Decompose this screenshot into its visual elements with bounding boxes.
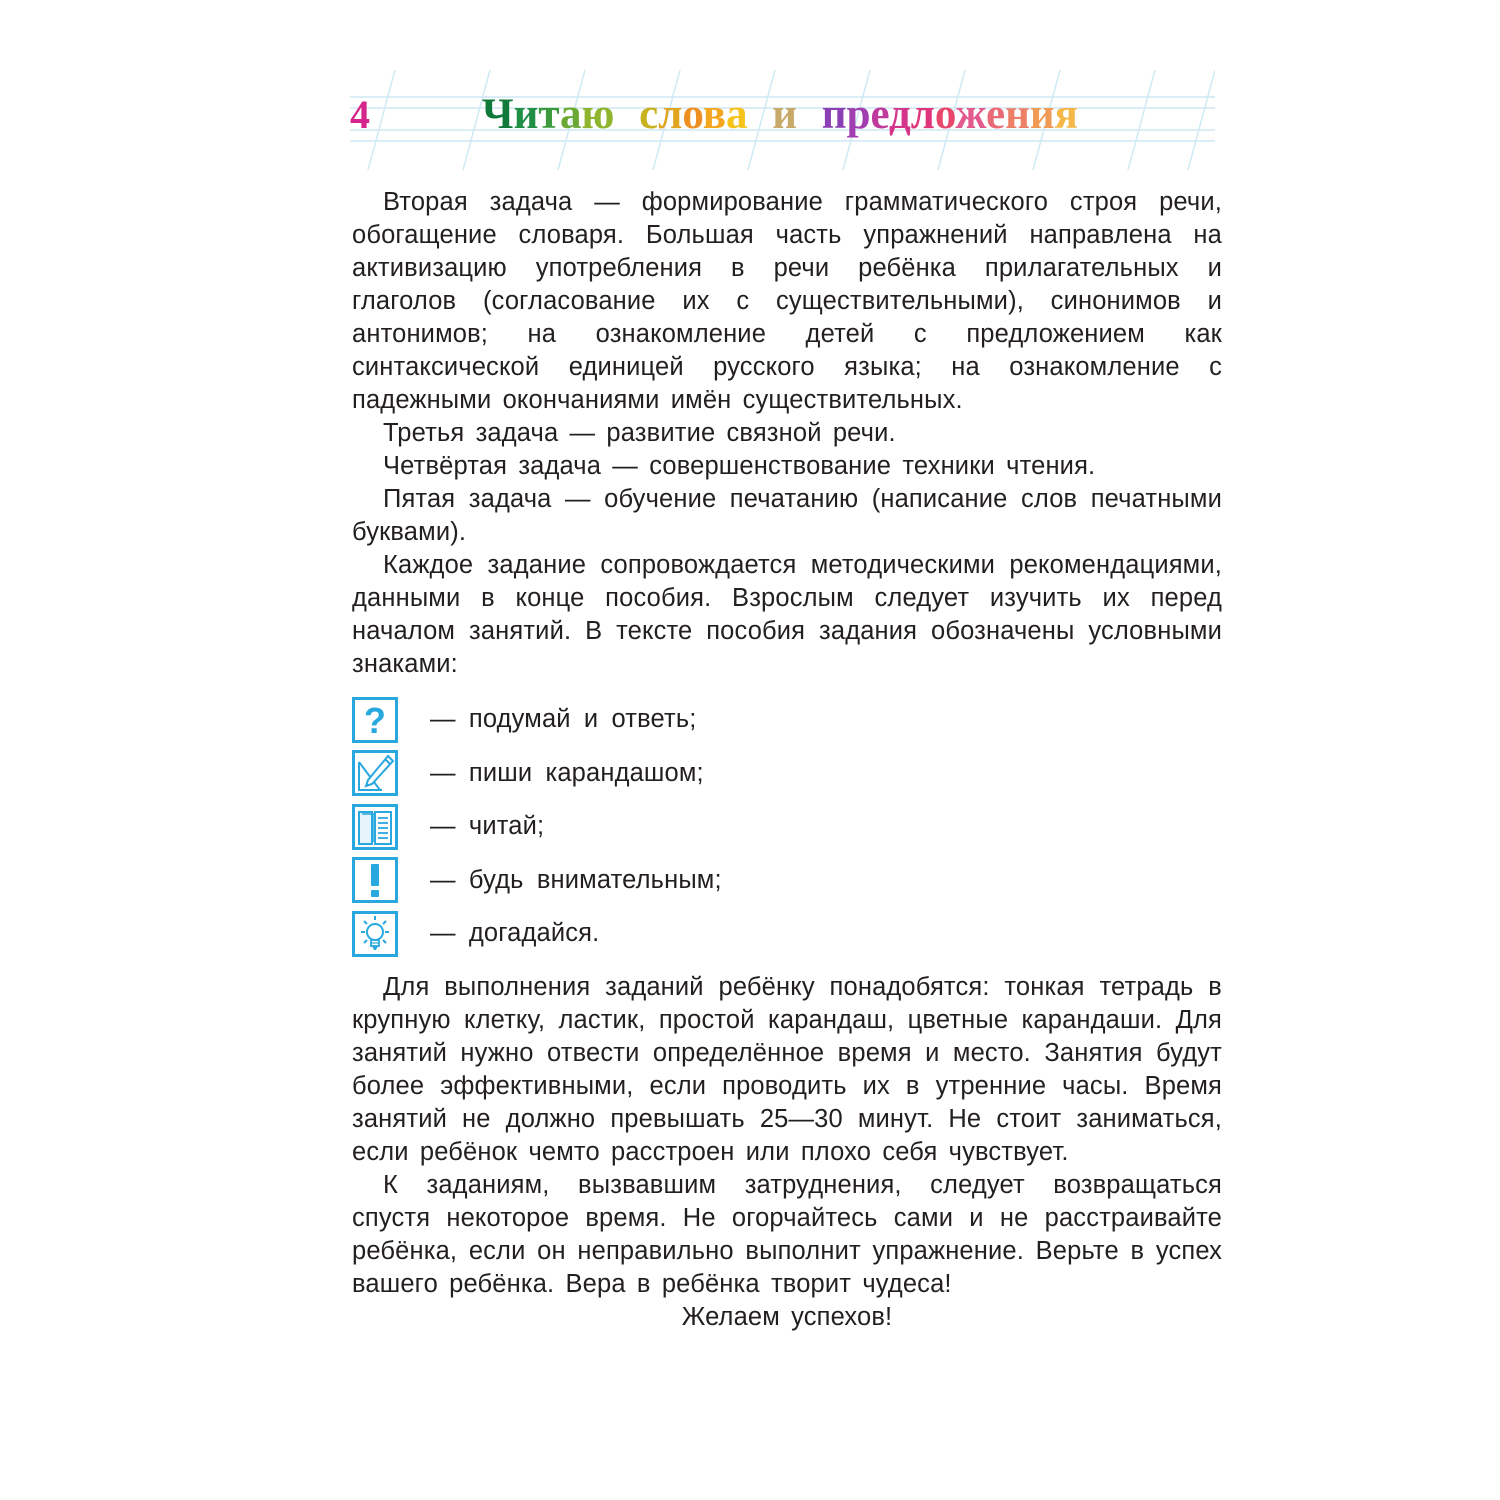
paragraph: К заданиям, вызвавшим затруднения, следует возвращаться спустя некоторое время. Не огорчайтесь сами и не расстраивайте ребёнка, если он неправильно выполнит упражнение. Верьте в успех вашего ребёнка. Вера в ребёнка творит чудеса! [352,1170,1222,1298]
legend-text: — догадайся. [430,919,600,948]
page-number: 4 [350,92,370,137]
legend-text: — подумай и ответь; [430,705,697,734]
paragraph: Третья задача — развитие связной речи. [383,419,896,447]
paragraph: Вторая задача — формирование грамматического строя речи, обогащение словаря. Большая часть упражнений направлена на активизацию употребления в речи ребёнка прилагательных и глаголов (согласование их с существительными), синонимов и антонимов; на ознакомление детей с предложением как синтаксической единицей русского языка; на ознакомление с падежными окончаниями имён существительных. [352,188,1222,414]
title-word [482,91,614,138]
exclamation-icon [352,857,398,903]
title-letter: т [538,91,560,138]
page-body [352,186,1222,1334]
intro-paragraphs [352,186,1222,681]
title-letter: ю [581,91,615,138]
title-letter: и [1029,91,1055,138]
title-letter: р [846,91,871,138]
legend-item [352,800,1222,854]
lightbulb-icon [352,911,398,957]
legend-item [352,747,1222,801]
title-word [639,91,747,138]
outro-paragraphs [352,971,1222,1301]
title-letter: л [910,91,935,138]
title-word [822,91,1078,138]
title-letter: о [934,91,956,138]
title-letter: и [772,91,798,138]
page-header [350,70,1215,170]
legend-item [352,854,1222,908]
title-letter: с [639,91,659,138]
pencil-icon [352,750,398,796]
title-letter: л [658,91,683,138]
symbol-legend [352,693,1222,961]
title-letter: н [1005,91,1030,138]
question-icon [352,697,398,743]
paragraph: Пятая задача — обучение печатанию (написание слов печатными буквами). [352,485,1222,546]
title-letter: а [560,91,582,138]
title-letter: а [726,91,748,138]
page-title [482,88,1078,142]
title-letter: е [870,91,890,138]
title-letter: я [1054,91,1078,138]
legend-item [352,907,1222,961]
svg-text:?: ? [363,699,387,741]
title-letter: ж [955,91,986,138]
closing-line: Желаем успехов! [681,1302,893,1331]
legend-text: — будь внимательным; [430,865,722,894]
paragraph: Каждое задание сопровождается методическими рекомендациями, данными в конце пособия. Взрослым следует изучить их перед началом занятий. В тексте пособия задания обозначены условными знаками: [352,551,1222,678]
title-letter: Ч [482,91,514,138]
title-letter: п [821,91,847,138]
legend-text: — читай; [430,812,545,841]
title-letter: и [513,91,539,138]
title-letter: д [889,91,911,138]
title-word [772,91,797,138]
title-letter: е [985,91,1006,138]
paragraph: Четвёртая задача — совершенствование техники чтения. [383,452,1096,480]
paragraph: Для выполнения заданий ребёнку понадобятся: тонкая тетрадь в крупную клетку, ластик, простой карандаш, цветные карандаши. Для занятий нужно отвести определённое время и место. Занятия будут более эффективными, если проводить их в утренние часы. Время занятий не должно превышать 25—30 минут. Не стоит заниматься, если ребёнок чемто расстроен или плохо себя чувствует. [352,972,1222,1166]
title-letter: в [702,91,726,138]
legend-text: — пиши карандашом; [430,758,704,787]
legend-item [352,693,1222,747]
title-letter: о [682,91,703,138]
book-icon [352,804,398,850]
